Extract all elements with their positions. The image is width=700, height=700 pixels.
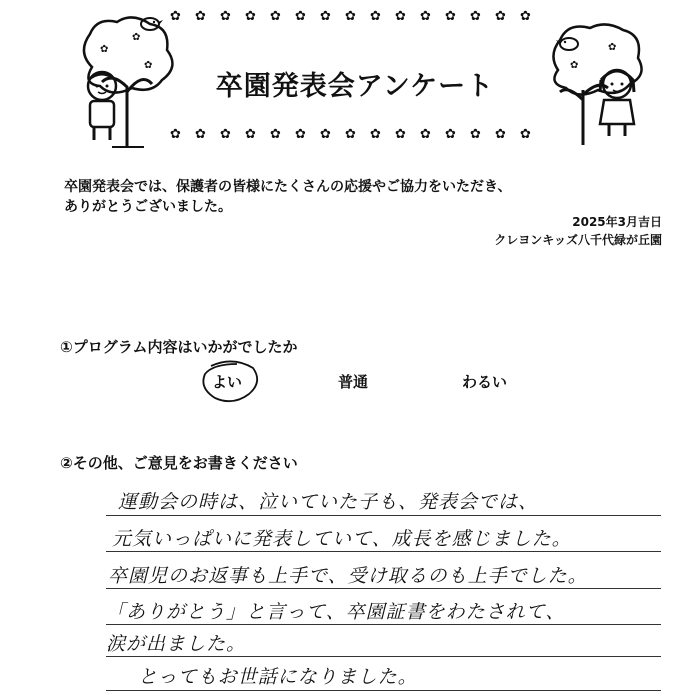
answer-rule-4 [106, 624, 661, 625]
bird-icon [138, 14, 164, 32]
flower-icon: ✿ [170, 9, 181, 24]
flower-icon: ✿ [495, 9, 506, 24]
answer-line-6: とってもお世話になりました。 [138, 666, 418, 688]
flower-icon: ✿ [320, 9, 331, 24]
flower-icon: ✿ [370, 127, 381, 142]
flower-icon: ✿ [470, 127, 481, 142]
flower-icon: ✿ [220, 127, 231, 142]
intro-text [64, 177, 654, 217]
answer-line-4: 「ありがとう」と言って、卒園証書をわたされて、 [106, 601, 566, 623]
question-1-label: ①プログラム内容はいかがでしたか [60, 338, 298, 356]
svg-text:✿: ✿ [608, 42, 617, 53]
flower-icon: ✿ [370, 9, 381, 24]
svg-text:✿: ✿ [570, 60, 579, 71]
girl-icon [592, 64, 642, 140]
flower-icon: ✿ [295, 127, 306, 142]
flower-icon: ✿ [395, 127, 406, 142]
flower-icon: ✿ [345, 9, 356, 24]
bird-right-icon [555, 34, 581, 52]
flower-icon: ✿ [520, 127, 531, 142]
option-good[interactable]: よい [212, 373, 243, 391]
answer-rule-6 [106, 690, 661, 691]
flower-icon: ✿ [195, 127, 206, 142]
flower-icon: ✿ [495, 127, 506, 142]
flower-icon: ✿ [420, 9, 431, 24]
flower-icon: ✿ [445, 9, 456, 24]
flower-icon: ✿ [320, 127, 331, 142]
answer-rule-1 [106, 515, 661, 516]
flower-icon: ✿ [270, 9, 281, 24]
flower-icon: ✿ [270, 127, 281, 142]
circle-mark-icon [197, 358, 267, 408]
title-area [175, 62, 535, 112]
answer-line-5: 涙が出ました。 [106, 633, 247, 655]
svg-text:✿: ✿ [132, 32, 141, 43]
org-name: クレヨンキッズ八千代緑が丘園 [494, 233, 662, 247]
flower-icon: ✿ [520, 9, 531, 24]
answer-rule-3 [106, 588, 661, 589]
date-text: 2025年3月吉日 [572, 215, 662, 229]
flower-icon: ✿ [195, 9, 206, 24]
answer-line-1: 運動会の時は、泣いていた子も、発表会では、 [118, 491, 539, 513]
answer-rule-5 [106, 656, 661, 657]
flower-icon: ✿ [245, 9, 256, 24]
option-normal[interactable]: 普通 [338, 373, 369, 391]
flower-icon: ✿ [395, 9, 406, 24]
flower-icon: ✿ [345, 127, 356, 142]
flower-icon: ✿ [170, 127, 181, 142]
flower-icon: ✿ [470, 9, 481, 24]
flower-icon: ✿ [445, 127, 456, 142]
answer-line-3: 卒園児のお返事も上手で、受け取るのも上手でした。 [108, 565, 588, 587]
answer-line-2: 元気いっぱいに発表していて、成長を感じました。 [112, 528, 572, 550]
option-bad[interactable]: わるい [462, 373, 508, 391]
intro-line-1: 卒園発表会では、保護者の皆様にたくさんの応援やご協力をいただき、 [64, 179, 512, 195]
question-2-label: ②その他、ご意見をお書きください [60, 454, 298, 472]
flower-icon: ✿ [220, 9, 231, 24]
svg-text:✿: ✿ [100, 44, 109, 55]
flower-icon: ✿ [420, 127, 431, 142]
intro-line-2: ありがとうございました。 [64, 199, 232, 215]
flower-icon: ✿ [245, 127, 256, 142]
page-title: 卒園発表会アンケート [215, 71, 495, 102]
svg-text:✿: ✿ [144, 60, 153, 71]
boy-icon [78, 68, 128, 144]
answer-rule-2 [106, 551, 661, 552]
flower-icon: ✿ [295, 9, 306, 24]
